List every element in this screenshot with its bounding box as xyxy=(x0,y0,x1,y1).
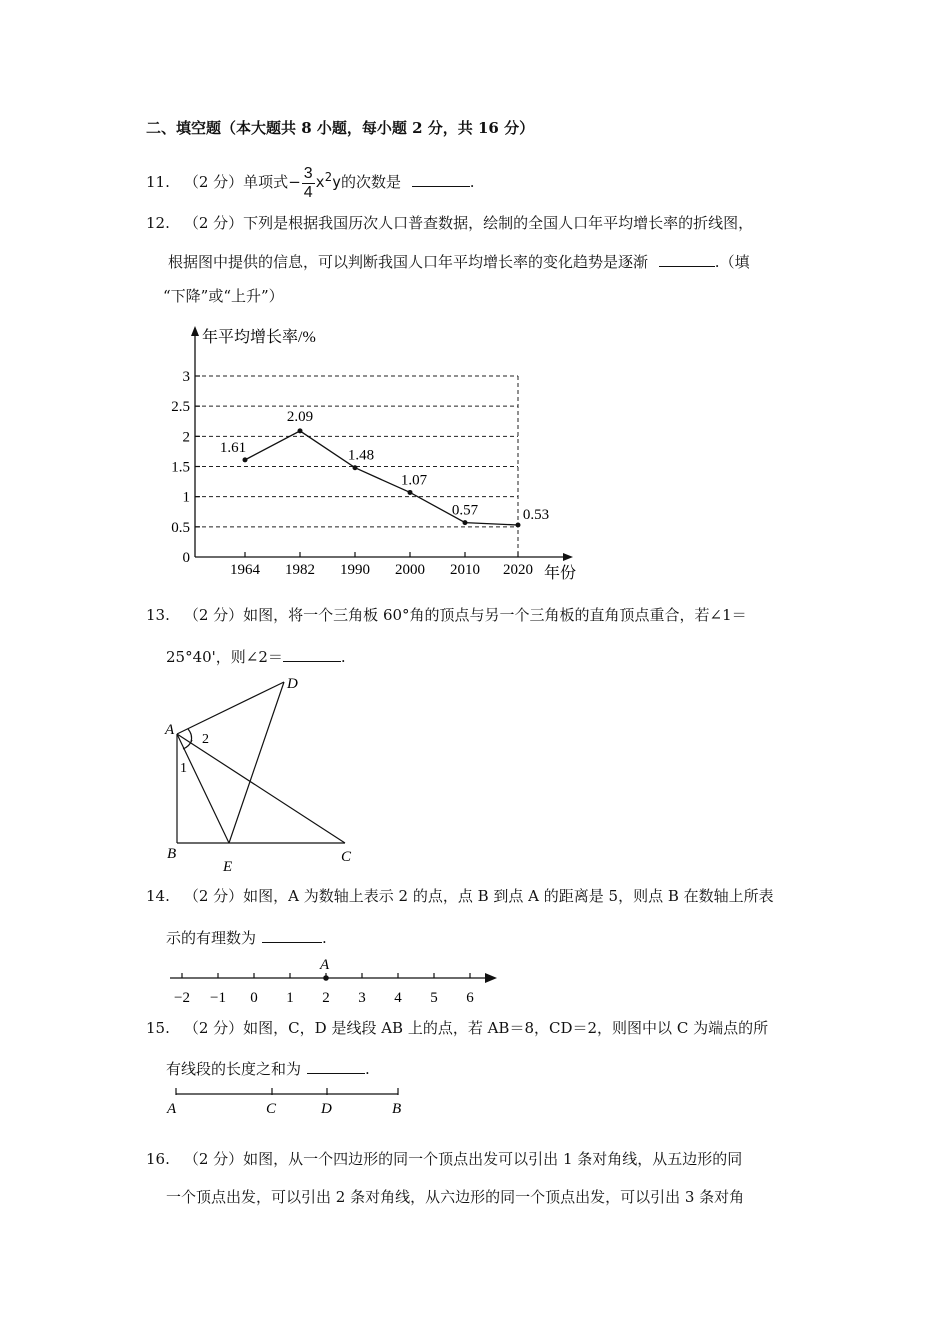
segment-de xyxy=(229,682,284,843)
answer-blank xyxy=(262,928,322,943)
variable-x: x xyxy=(315,173,325,191)
number-line-tick-label: 6 xyxy=(466,990,474,1006)
question-points: （2 分） xyxy=(183,606,244,624)
question-14-line1 xyxy=(146,889,774,904)
x-tick-label: 1964 xyxy=(230,562,260,578)
fraction-denominator: 4 xyxy=(303,183,313,201)
y-tick-label: 1.5 xyxy=(171,459,190,476)
chart-series xyxy=(243,428,521,527)
question-11 xyxy=(146,160,475,202)
data-label: 1.61 xyxy=(219,439,247,456)
question-text: 根据图中提供的信息，可以判断我国人口年平均增长率的变化趋势是逐渐 xyxy=(168,253,649,271)
answer-blank xyxy=(659,252,715,267)
number-line-tick-label: 4 xyxy=(394,990,402,1006)
data-label: 0.53 xyxy=(522,507,550,524)
segment-ad xyxy=(177,682,284,734)
point-a-dot xyxy=(323,975,329,981)
question-end: . xyxy=(469,173,475,191)
fraction xyxy=(302,165,315,202)
question-points: （2 分） xyxy=(183,887,244,905)
question-12-line2 xyxy=(168,252,750,270)
number-line-tick-label: 2 xyxy=(322,990,330,1006)
data-label: 1.07 xyxy=(400,472,428,489)
segment-label-b: B xyxy=(392,1101,402,1117)
x-tick-label: 1982 xyxy=(285,562,315,578)
x-axis-arrow xyxy=(563,553,573,561)
number-line-arrow xyxy=(485,973,497,983)
y-tick-label: 2.5 xyxy=(171,399,190,416)
data-label: 0.57 xyxy=(451,502,479,519)
fraction-numerator: 3 xyxy=(303,164,313,182)
segment-label-a: A xyxy=(167,1101,177,1117)
data-point xyxy=(516,523,521,528)
question-end: . xyxy=(322,929,327,947)
point-label-b: B xyxy=(167,846,177,862)
exponent: 2 xyxy=(324,170,332,184)
y-tick-label: 3 xyxy=(182,369,190,385)
question-text: 单项式 xyxy=(243,173,289,191)
answer-blank xyxy=(307,1059,365,1074)
answer-blank xyxy=(283,647,341,662)
question-16-line1 xyxy=(146,1152,742,1167)
x-tick-label: 2000 xyxy=(395,562,425,578)
point-a-label: A xyxy=(320,957,330,973)
minus-sign: − xyxy=(288,173,301,191)
question-text: 下列是根据我国历次人口普查数据，绘制的全国人口年平均增长率的折线图， xyxy=(243,214,754,232)
y-tick-label: 0.5 xyxy=(171,519,190,536)
growth-rate-line-chart xyxy=(150,320,590,590)
question-text: .（填 xyxy=(714,253,750,271)
point-label-a: A xyxy=(165,722,175,738)
number-line-tick-label: −1 xyxy=(210,990,226,1006)
chart-labels xyxy=(171,369,549,578)
x-tick-label: 1990 xyxy=(340,562,370,578)
y-tick-label: 1 xyxy=(182,489,190,506)
segment-label-d: D xyxy=(321,1101,332,1117)
x-axis-label: 年份 xyxy=(544,565,577,582)
question-text: 如图，C，D 是线段 AB 上的点，若 AB＝8，CD＝2，则图中以 C 为端点的所 xyxy=(243,1019,769,1037)
data-point xyxy=(243,457,248,462)
question-text: 如图，从一个四边形的同一个顶点出发可以引出 1 条对角线，从五边形的同 xyxy=(243,1150,743,1168)
question-12-line3: “下降”或“上升”） xyxy=(163,287,284,305)
question-15-line2 xyxy=(166,1059,370,1077)
question-15-line1 xyxy=(146,1021,768,1036)
number-line-tick-label: 0 xyxy=(250,990,258,1006)
question-text: 示的有理数为 xyxy=(166,929,257,947)
variable-y: y xyxy=(331,173,341,191)
question-text: 如图，将一个三角板 60°角的顶点与另一个三角板的直角顶点重合，若∠1＝ xyxy=(243,606,747,624)
question-text: 25°40'，则∠2＝ xyxy=(166,648,283,666)
question-points: （2 分） xyxy=(183,173,244,191)
question-number: 14. xyxy=(146,887,170,905)
question-number: 12. xyxy=(146,214,170,232)
question-end: . xyxy=(340,648,346,666)
x-tick-label: 2010 xyxy=(450,562,480,578)
angle-arc-2 xyxy=(188,729,192,742)
data-label: 2.09 xyxy=(286,408,314,425)
point-label-c: C xyxy=(341,849,352,865)
number-line-tick-label: 3 xyxy=(358,990,366,1006)
question-number: 11. xyxy=(146,173,170,191)
y-tick-label: 0 xyxy=(182,550,190,566)
number-line-tick-label: −2 xyxy=(174,990,190,1006)
number-line-tick-label: 1 xyxy=(286,990,294,1006)
data-point xyxy=(408,490,413,495)
answer-blank xyxy=(412,172,470,187)
y-tick-label: 2 xyxy=(182,429,190,446)
question-number: 15. xyxy=(146,1019,170,1037)
data-point xyxy=(463,520,468,525)
data-point xyxy=(353,465,358,470)
angle-label-1: 1 xyxy=(180,761,187,776)
question-16-line2: 一个顶点出发，可以引出 2 条对角线，从六边形的同一个顶点出发，可以引出 3 条对角 xyxy=(166,1188,745,1206)
question-end: . xyxy=(365,1060,370,1078)
point-label-e: E xyxy=(223,859,233,875)
question-text: 有线段的长度之和为 xyxy=(166,1060,302,1078)
y-axis-label: 年平均增长率/% xyxy=(202,329,316,346)
question-12-line1 xyxy=(146,216,753,231)
question-14-line2 xyxy=(166,928,327,946)
number-line-tick-label: 5 xyxy=(430,990,438,1006)
question-13-line1 xyxy=(146,608,747,623)
data-point xyxy=(298,428,303,433)
question-number: 13. xyxy=(146,606,170,624)
question-text: 如图，A 为数轴上表示 2 的点，点 B 到点 A 的距离是 5，则点 B 在数轴上所表 xyxy=(243,887,774,905)
data-label: 1.48 xyxy=(347,447,375,464)
section-title: 二、填空题（本大题共 8 小题，每小题 2 分，共 16 分） xyxy=(146,119,535,137)
y-axis-arrow xyxy=(191,326,199,336)
question-13-line2 xyxy=(166,647,346,665)
question-text: 的次数是 xyxy=(340,173,401,191)
angle-label-2: 2 xyxy=(202,732,209,747)
question-points: （2 分） xyxy=(183,1019,244,1037)
number-line xyxy=(160,950,505,1010)
segment-figure xyxy=(160,1082,420,1122)
question-number: 16. xyxy=(146,1150,170,1168)
segment-label-c: C xyxy=(266,1101,277,1117)
question-points: （2 分） xyxy=(183,1150,244,1168)
question-points: （2 分） xyxy=(183,214,244,232)
triangle-figure xyxy=(160,670,370,880)
x-tick-label: 2020 xyxy=(503,562,533,578)
point-label-d: D xyxy=(287,676,298,692)
